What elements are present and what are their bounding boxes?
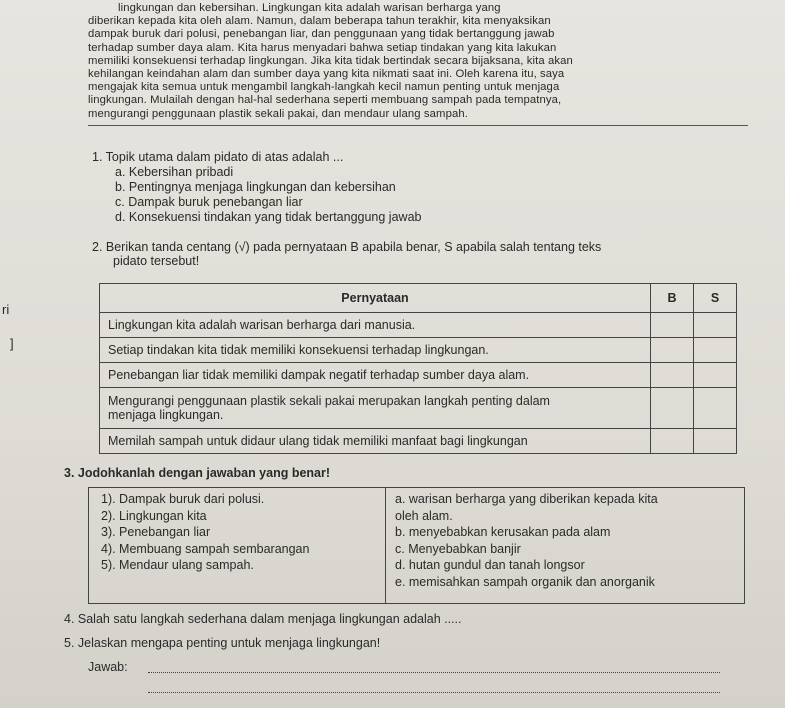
table-row — [100, 429, 737, 454]
passage-line: mengurangi penggunaan plastik sekali pakai, dan mendaur ulang sampah. — [88, 107, 468, 120]
matching-box — [88, 487, 745, 604]
table-row — [100, 313, 737, 338]
table-row — [100, 363, 737, 388]
answer-label: Jawab: — [88, 660, 128, 674]
header-s: S — [694, 284, 737, 313]
matching-left-column — [101, 491, 309, 574]
passage-line: memiliki konsekuensi terhadap lingkungan. Jika kita tidak bertindak secara bijaksana, kita akan — [88, 54, 573, 67]
question-2: 2. Berikan tanda centang (√) pada pernyataan B apabila benar, S apabila salah tentang teks — [92, 240, 602, 254]
q1-option-c: c. Dampak buruk penebangan liar — [115, 195, 303, 209]
margin-mark: ri — [2, 302, 10, 317]
passage-line: diberikan kepada kita oleh alam. Namun, dalam beberapa tahun terakhir, kita menyaksikan — [88, 15, 551, 28]
statement-cell: Setiap tindakan kita tidak memiliki konsekuensi terhadap lingkungan. — [100, 338, 651, 363]
match-left-item: 1). Dampak buruk dari polusi. — [101, 492, 265, 506]
passage-line: kehilangan keindahan alam dan sumber daya yang kita nikmati saat ini. Oleh karena itu, saya — [88, 68, 565, 81]
answer-line[interactable] — [148, 692, 720, 693]
statement-cell: Memilah sampah untuk didaur ulang tidak memiliki manfaat bagi lingkungan — [100, 429, 651, 454]
match-right-item: c. Menyebabkan banjir — [395, 541, 521, 556]
q1-option-d: d. Konsekuensi tindakan yang tidak bertanggung jawab — [115, 210, 422, 224]
checkbox-b[interactable] — [651, 363, 694, 388]
passage-line: mengajak kita semua untuk mengambil langkah-langkah kecil namun penting untuk menjaga — [88, 81, 560, 94]
matching-divider — [385, 488, 386, 603]
question-2-cont: pidato tersebut! — [113, 254, 200, 268]
match-left-item: 3). Penebangan liar — [101, 525, 211, 539]
table-row — [100, 388, 737, 429]
match-right-item: oleh alam. — [395, 508, 453, 523]
match-right-item: b. menyebabkan kerusakan pada alam — [395, 525, 611, 539]
checkbox-b[interactable] — [651, 313, 694, 338]
match-right-item: d. hutan gundul dan tanah longsor — [395, 558, 585, 572]
match-right-item: e. memisahkan sampah organik dan anorganik — [395, 574, 655, 589]
checkbox-s[interactable] — [694, 363, 737, 388]
passage-line: lingkungan dan kebersihan. Lingkungan kita adalah warisan berharga yang — [118, 2, 501, 14]
match-left-item: 2). Lingkungan kita — [101, 508, 207, 523]
matching-right-column — [395, 491, 658, 590]
statement-cell: Lingkungan kita adalah warisan berharga dari manusia. — [100, 313, 651, 338]
checkbox-s[interactable] — [694, 429, 737, 454]
match-left-item: 4). Membuang sampah sembarangan — [101, 541, 310, 556]
statement-cell: Penebangan liar tidak memiliki dampak negatif terhadap sumber daya alam. — [100, 363, 651, 388]
header-b: B — [651, 284, 694, 313]
passage-text — [88, 2, 748, 126]
question-1: 1. Topik utama dalam pidato di atas adalah ... — [92, 150, 344, 164]
question-5: 5. Jelaskan mengapa penting untuk menjaga lingkungan! — [64, 636, 381, 650]
q1-option-a: a. Kebersihan pribadi — [115, 165, 234, 179]
checkbox-b[interactable] — [651, 338, 694, 363]
margin-mark: ] — [10, 336, 14, 351]
checkbox-b[interactable] — [651, 388, 694, 429]
q1-option-b: b. Pentingnya menjaga lingkungan dan kebersihan — [115, 180, 396, 194]
true-false-table — [99, 283, 737, 454]
match-right-item: a. warisan berharga yang diberikan kepada kita — [395, 492, 658, 506]
checkbox-s[interactable] — [694, 313, 737, 338]
table-row — [100, 338, 737, 363]
question-3: 3. Jodohkanlah dengan jawaban yang benar! — [64, 466, 331, 480]
header-pernyataan: Pernyataan — [100, 284, 651, 313]
answer-line[interactable] — [148, 672, 720, 673]
question-4: 4. Salah satu langkah sederhana dalam menjaga lingkungan adalah ..... — [64, 612, 462, 626]
passage-line: dampak buruk dari polusi, penebangan liar, dan penggunaan yang tidak bertanggung jawab — [88, 28, 555, 41]
checkbox-s[interactable] — [694, 338, 737, 363]
statement-cell: Mengurangi penggunaan plastik sekali pakai merupakan langkah penting dalam menjaga lingkungan. — [100, 388, 651, 429]
match-left-item: 5). Mendaur ulang sampah. — [101, 558, 254, 572]
passage-line: terhadap sumber daya alam. Kita harus menyadari bahwa setiap tindakan yang kita lakukan — [88, 41, 557, 54]
passage-line: lingkungan. Mulailah dengan hal-hal sederhana seperti membuang sampah pada tempatnya, — [88, 94, 562, 107]
checkbox-b[interactable] — [651, 429, 694, 454]
checkbox-s[interactable] — [694, 388, 737, 429]
